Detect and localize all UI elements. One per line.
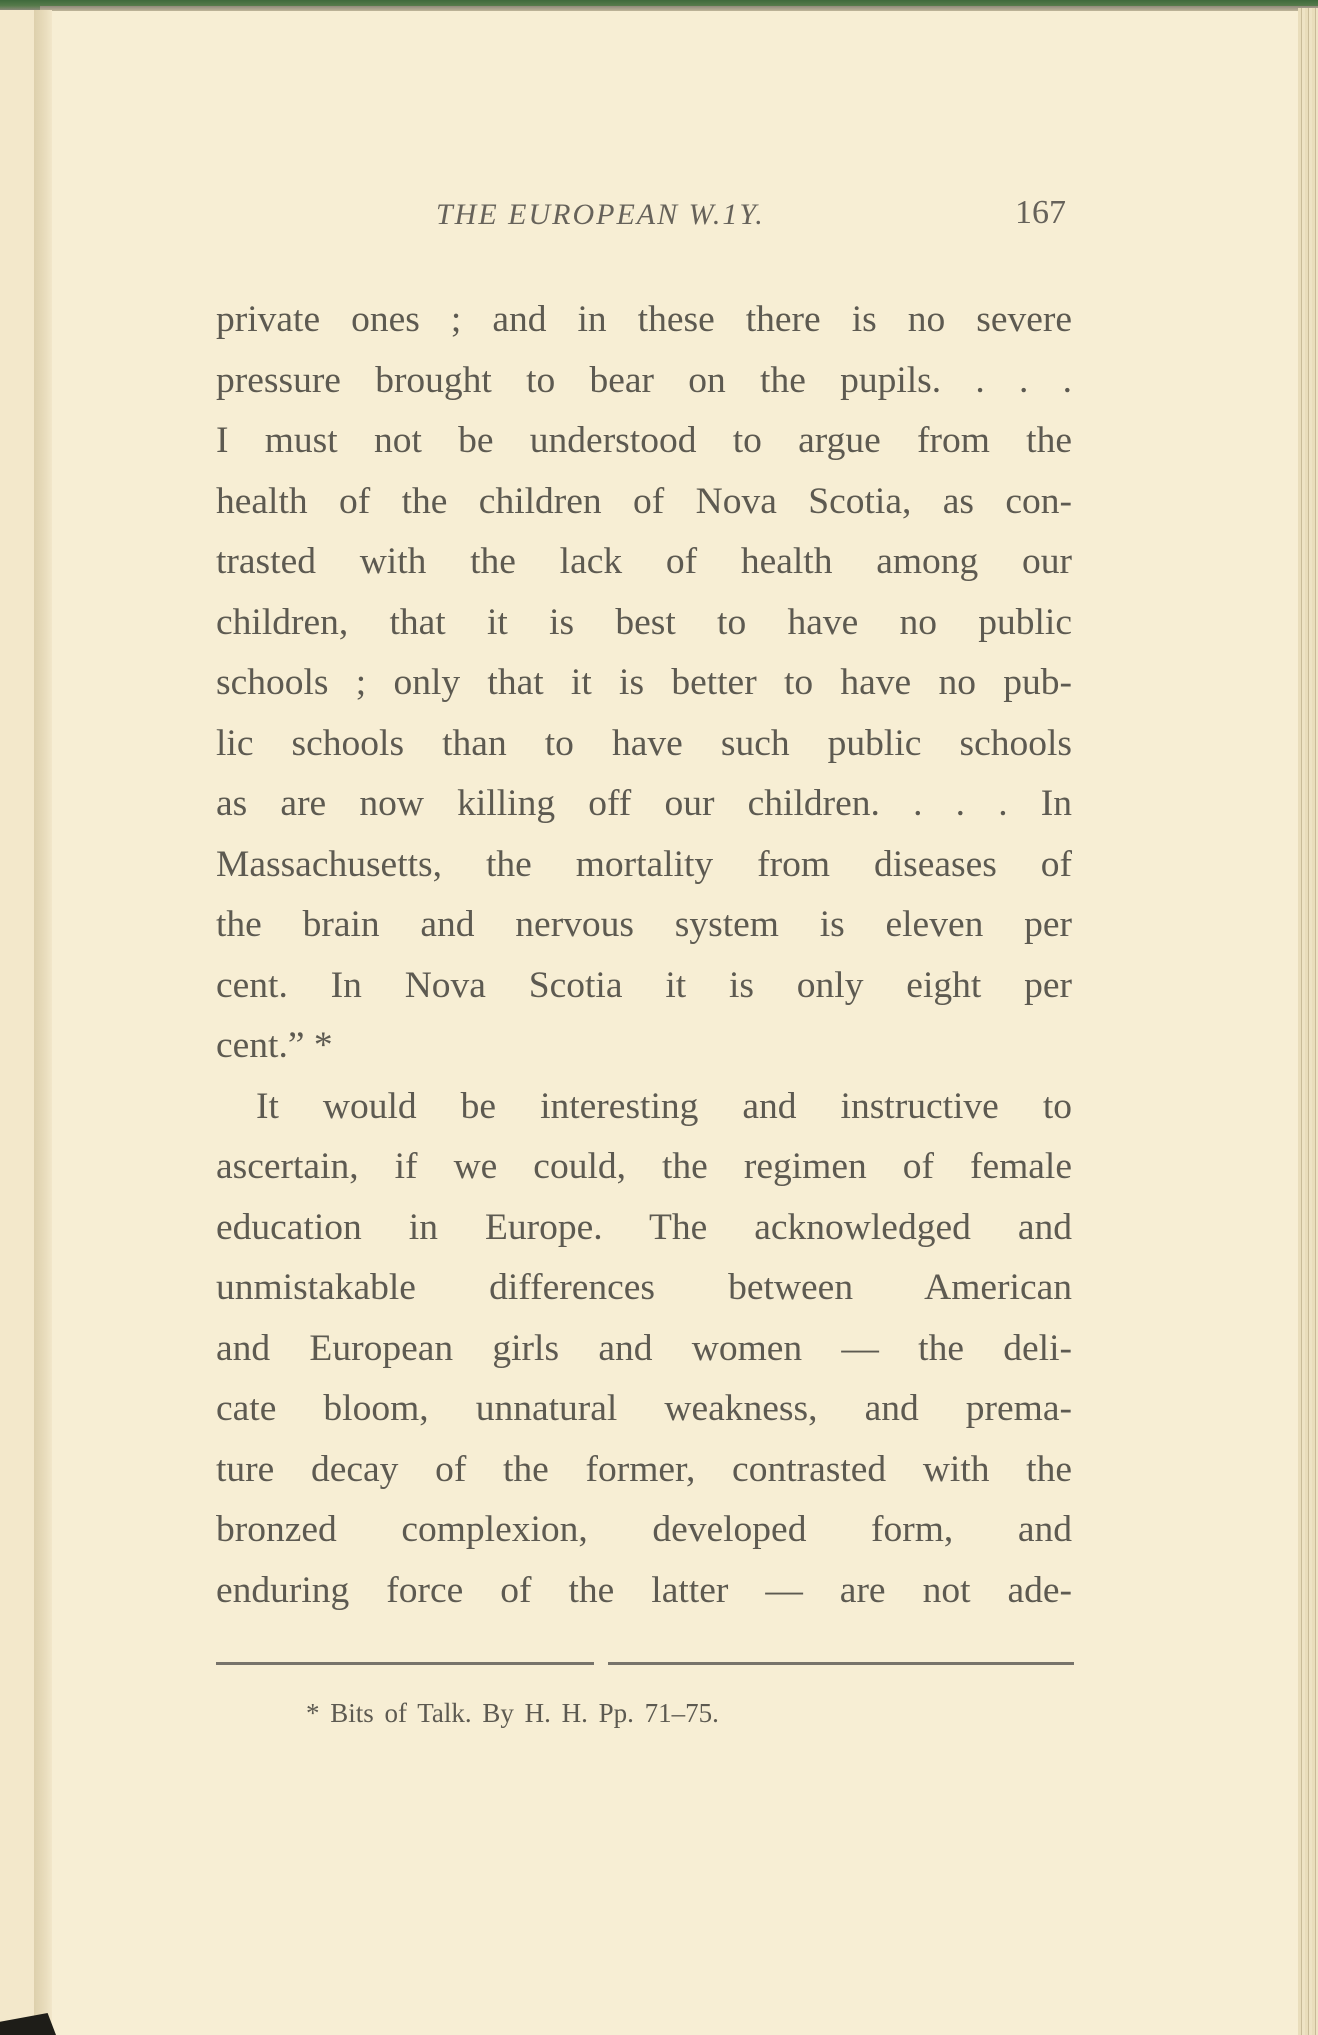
text-line: private ones ; and in these there is no severe: [216, 299, 1072, 340]
footnote-rule-right: [608, 1662, 1074, 1665]
text-line: cent. In Nova Scotia it is only eight per: [216, 964, 1072, 1006]
text-line: Massachusetts, the mortality from diseases of: [216, 843, 1072, 885]
text-line: health of the children of Nova Scotia, as con-: [216, 480, 1072, 522]
text-line: I must not be understood to argue from the: [216, 420, 1072, 461]
text-line: children, that it is best to have no public: [216, 601, 1072, 643]
running-head: [436, 194, 1066, 238]
facing-page-edge: [0, 10, 34, 2035]
text-line: schools ; only that it is better to have no pub-: [216, 662, 1072, 703]
text-line: ascertain, if we could, the regimen of female: [216, 1146, 1072, 1187]
text-line: cent.” *: [216, 1025, 333, 1066]
text-line: cate bloom, unnatural weakness, and prema-: [216, 1388, 1072, 1429]
running-title: THE EUROPEAN W.1Y.: [436, 198, 765, 231]
text-line: and European girls and women — the deli-: [216, 1327, 1072, 1369]
text-line: trasted with the lack of health among our: [216, 541, 1072, 582]
text-line: the brain and nervous system is eleven per: [216, 904, 1072, 945]
text-line: education in Europe. The acknowledged and: [216, 1206, 1072, 1248]
footnote-rule-left: [216, 1662, 594, 1665]
text-line: enduring force of the latter — are not ade-: [216, 1569, 1072, 1611]
text-line: lic schools than to have such public schools: [216, 722, 1072, 764]
page-edges-stack: [1298, 8, 1318, 2035]
book-gutter: [34, 10, 52, 2035]
text-line: It would be interesting and instructive to: [256, 1085, 1072, 1127]
footnote: * Bits of Talk. By H. H. Pp. 71–75.: [306, 1698, 719, 1728]
text-line: pressure brought to bear on the pupils. . . .: [216, 359, 1072, 401]
text-line: unmistakable differences between American: [216, 1267, 1072, 1308]
page-number: 167: [1015, 194, 1066, 231]
text-line: bronzed complexion, developed form, and: [216, 1509, 1072, 1550]
body-text: [216, 290, 1072, 1621]
text-line: ture decay of the former, contrasted with the: [216, 1448, 1072, 1490]
text-line: as are now killing off our children. . . . In: [216, 783, 1072, 824]
